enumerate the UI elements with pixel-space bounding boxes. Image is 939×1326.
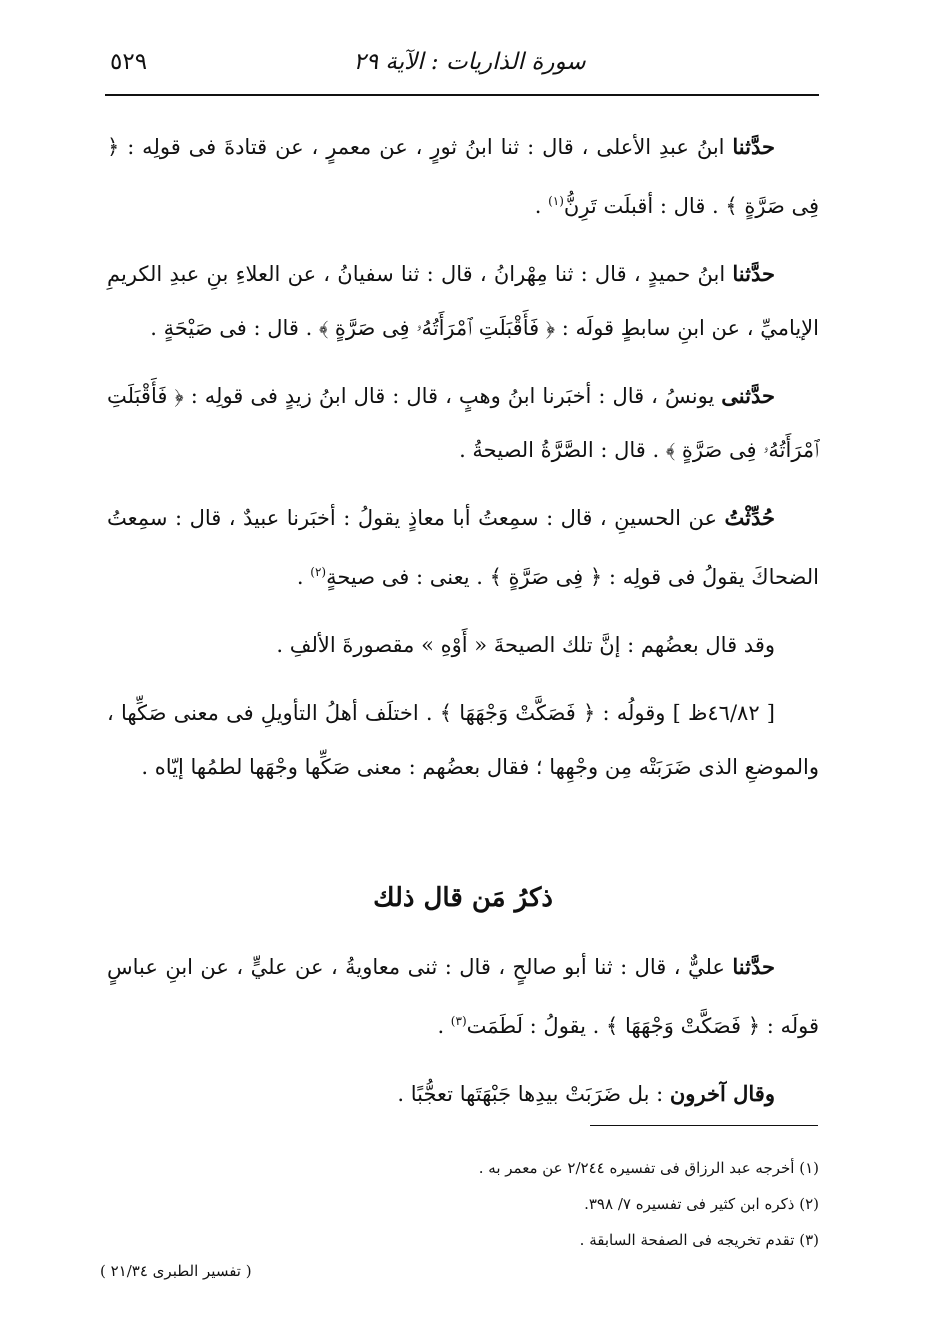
paragraph-text: وقد قال بعضُهم : إنَّ تلك الصيحةَ « أَوْهِ » مقصورةَ الألفِ . [276,633,775,657]
narration-lead: حدَّثنى [721,383,775,408]
paragraph-text: يونسُ ، قال : أخبَرنا ابنُ وهبٍ ، قال : قال ابنُ زيدٍ فى قولِه : ﴿ فَأَقْبَلَتِ ٱمْرَأَتُهُۥ فِى صَرَّةٍ ﴾ . قال : الصَّرَّةُ الصيحةُ . [107,384,819,462]
main-text-continued [107,940,819,1135]
narration-lead: حدَّثنا [732,134,775,159]
footnote-ref: (١) [548,194,564,208]
paragraph-1 [107,120,819,233]
footnote-3: (٣) تقدم تخريجه فى الصفحة السابقة . [579,1231,819,1249]
main-text [107,120,819,808]
header-rule [105,94,819,96]
paragraph-4 [107,491,819,604]
paragraph-tail: . [534,194,549,218]
page-number: ٥٢٩ [110,49,148,75]
paragraph-text: : بل ضَرَبَتْ بيدِها جَبْهَتَها تعجُّبًا . [397,1082,670,1106]
paragraph-text: ابنُ حميدٍ ، قال : ثنا مِهْرانُ ، قال : ثنا سفيانُ ، عن العلاءِ بنِ عبدِ الكريمِ الإياميِّ ، عن ابنِ سابطٍ قولَه : ﴿ فَأَقْبَلَتِ ٱمْرَأَتُهُۥ فِى صَرَّةٍ ﴾ . قال : فى صَيْحَةٍ . [107,262,819,340]
paragraph-text: [ ٤٦/٨٢ظ ] وقولُه : ﴿ فَصَكَّتْ وَجْهَهَا ﴾ . اختلَف أهلُ التأويلِ فى معنى صَكِّها ، والموضعِ الذى ضَرَبَتْه مِن وجْهِها ؛ فقال بعضُهم : معنى صَكِّها وجْهَها لطمُها إيّاه . [107,701,819,779]
footnote-1: (١) أخرجه عبد الرزاق فى تفسيره ٢/٢٤٤ عن معمر به . [478,1159,819,1177]
paragraph-6 [107,686,819,794]
paragraph-text: ابنُ عبدِ الأعلى ، قال : ثنا ابنُ ثورٍ ، عن معمرٍ ، عن قتادةَ فى قولِه : ﴿ فِى صَرَّةٍ ﴾ . قال : أقبلَت تَرِنُّ [107,135,819,218]
paragraph-8 [107,1067,819,1121]
footnote-2: (٢) ذكره ابن كثير فى تفسيره ٧/ ٣٩٨. [584,1195,819,1213]
narration-lead: حُدِّثْتُ [724,505,775,530]
paragraph-7 [107,940,819,1053]
narration-lead: حدَّثنا [732,261,775,286]
footnote-rule [590,1125,818,1126]
section-heading: ذكرُ مَن قال ذلك [373,883,553,913]
paragraph-5 [107,618,819,672]
paragraph-2 [107,247,819,355]
narration-lead: وقال آخرون [669,1081,775,1106]
paragraph-tail: . [437,1014,451,1038]
narration-lead: حدَّثنا [732,954,775,979]
footnotes [107,1150,819,1258]
paragraph-3 [107,369,819,477]
paragraph-text: عن الحسينِ ، قال : سمِعتُ أبا معاذٍ يقولُ : أخبَرنا عبيدٌ ، قال : سمِعتُ الضحاكَ يقولُ فى قولِه : ﴿ فِى صَرَّةٍ ﴾ . يعنى : فى صيحةٍ [107,506,819,589]
page-signature: ( تفسير الطبرى ٢١/٣٤ ) [100,1262,252,1280]
footnote-ref: (٣) [450,1014,467,1028]
paragraph-tail: . [296,565,311,589]
paragraph-text: عليٌّ ، قال : ثنا أبو صالحٍ ، قال : ثنى معاويةُ ، عن عليٍّ ، عن ابنِ عباسٍ قولَه : ﴿ فَصَكَّتْ وَجْهَهَا ﴾ . يقولُ : لَطَمَت [107,955,819,1038]
running-title: سورة الذاريات : الآية ٢٩ [353,49,586,75]
footnote-ref: (٢) [310,565,327,579]
